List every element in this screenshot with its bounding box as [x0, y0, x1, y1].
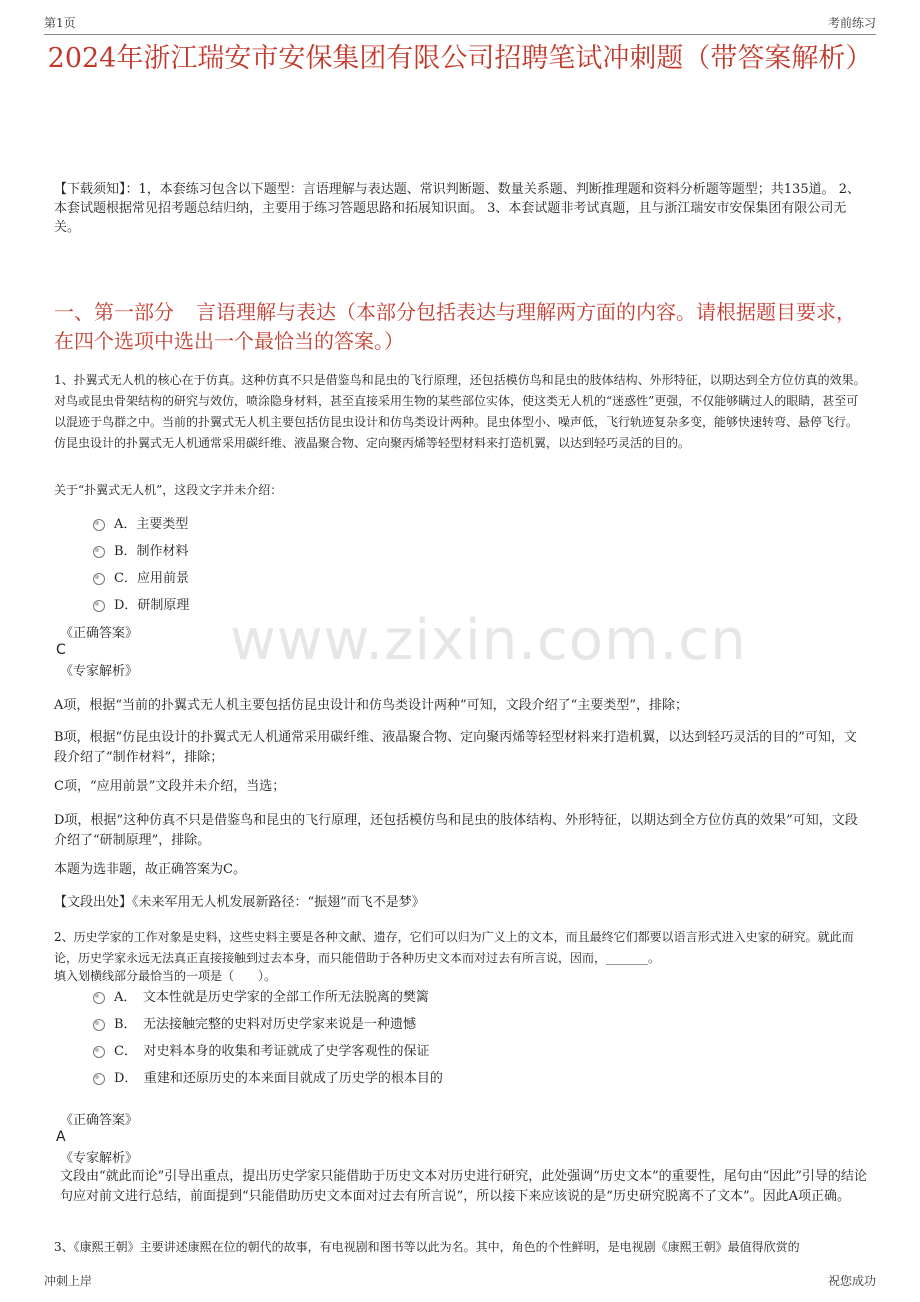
q2-answer-label: 《正确答案》 — [60, 1113, 139, 1128]
section-text: 言语理解与表达（本部分包括表达与理解两方面的内容。请根据题目要求，在四个选项中选出一个最恰当的答案。） — [54, 300, 856, 353]
section-heading — [54, 298, 869, 356]
q1-answer-label: 《正确答案》 — [60, 626, 139, 641]
q2-option-label: C． 对史料本身的收集和考证就成了史学客观性的保证 — [114, 1044, 430, 1059]
radio-icon[interactable] — [93, 546, 105, 558]
q2-option-label: D． 重建和还原历史的本来面目就成了历史学的根本目的 — [114, 1071, 443, 1086]
radio-icon[interactable] — [93, 992, 105, 1004]
header-category: 考前练习 — [827, 16, 876, 30]
q1-analysis-b: B项，根据“仿昆虫设计的扑翼式无人机通常采用碳纤维、液晶聚合物、定向聚丙烯等轻型材料来打造机翼，以达到轻巧灵活的目的”可知，文段介绍了“制作材料”，排除； — [54, 730, 857, 765]
q2-option-label: B． 无法接触完整的史料对历史学家来说是一种遗憾 — [114, 1017, 417, 1032]
q1-question: 关于“扑翼式无人机”，这段文字并未介绍： — [54, 483, 283, 497]
q1-analysis-c: C项，“应用前景”文段并未介绍，当选； — [54, 779, 286, 794]
download-notice: 【下载须知】：1，本套练习包含以下题型：言语理解与表达题、常识判断题、数量关系题、判断推理题和资料分析题等题型；共135道。 2、本套试题根据常见招考题总结归纳，主要用于练习答题思路和拓展知识面。 3、本套试题非考试真题，且与浙江瑞安市安保集团有限公司无关。 — [54, 182, 860, 235]
q1-option-label: D．研制原理 — [114, 598, 190, 613]
section-number: 一、第一部分 — [54, 300, 174, 324]
q1-option-label: A．主要类型 — [114, 517, 189, 532]
q1-analysis-label: 《专家解析》 — [60, 664, 139, 679]
q1-option-label: B．制作材料 — [114, 544, 189, 559]
radio-icon[interactable] — [93, 1019, 105, 1031]
q1-passage: 1、扑翼式无人机的核心在于仿真。这种仿真不只是借鉴鸟和昆虫的飞行原理，还包括模仿鸟和昆虫的肢体结构、外形特征，以期达到全方位仿真的效果。对鸟或昆虫骨架结构的研究与效仿，喷涂隐身材料，甚至直接采用生物的某些部位实体，使这类无人机的“迷惑性”更强，不仅能够瞒过人的眼睛，甚至可以混迹于鸟群之中。当前的扑翼式无人机主要包括仿昆虫设计和仿鸟类设计两种。昆虫体型小、噪声低，飞行轨迹复杂多变，能够快速转弯、悬停飞行。仿昆虫设计的扑翼式无人机通常采用碳纤维、液晶聚合物、定向聚丙烯等轻型材料来打造机翼，以达到轻巧灵活的目的。 — [54, 373, 866, 450]
q2-analysis: 文段由“就此而论”引导出重点，提出历史学家只能借助于历史文本对历史进行研究，此处强调“历史文本”的重要性，尾句由“因此”引导的结论句应对前文进行总结，前面提到“只能借助历史文本面对过去有所言说”，所以接下来应该说的是“历史研究脱离不了文本”。因此A项正确。 — [60, 1169, 867, 1204]
q2-question: 填入划横线部分最恰当的一项是（ ）。 — [54, 969, 277, 983]
watermark-text: www.zixin.com.cn — [230, 608, 747, 673]
page-header — [44, 14, 876, 35]
footer-right: 祝您成功 — [827, 1274, 876, 1288]
q1-analysis-d: D项，根据“这种仿真不只是借鉴鸟和昆虫的飞行原理，还包括模仿鸟和昆虫的肢体结构、外形特征，以期达到全方位仿真的效果”可知，文段介绍了“研制原理”，排除。 — [54, 813, 858, 848]
page-number: 第1页 — [44, 16, 76, 30]
radio-icon[interactable] — [93, 1073, 105, 1085]
q2-answer: A — [56, 1129, 66, 1145]
document-title: 2024年浙江瑞安市安保集团有限公司招聘笔试冲刺题（带答案解析） — [47, 43, 873, 74]
q1-analysis-a: A项，根据“当前的扑翼式无人机主要包括仿昆虫设计和仿鸟类设计两种”可知，文段介绍了“主要类型”，排除； — [54, 698, 688, 713]
radio-icon[interactable] — [93, 1046, 105, 1058]
radio-icon[interactable] — [93, 600, 105, 612]
q1-answer: C — [56, 642, 66, 658]
q2-option-label: A． 文本性就是历史学家的全部工作所无法脱离的樊篱 — [114, 990, 429, 1005]
radio-icon[interactable] — [93, 519, 105, 531]
q1-source: 【文段出处】《未来军用无人机发展新路径：“振翅”而飞不是梦》 — [54, 895, 425, 910]
q1-analysis-conclusion: 本题为选非题，故正确答案为C。 — [54, 862, 246, 877]
q1-option-label: C．应用前景 — [114, 571, 189, 586]
q2-analysis-label: 《专家解析》 — [60, 1151, 139, 1166]
q2-passage: 2、历史学家的工作对象是史料，这些史料主要是各种文献、遗存，它们可以归为广义上的文本，而且最终它们都要以语言形式进入史家的研究。就此而论，历史学家永远无法真正直接接触到过去本身，而只能借助于各种历史文本而对过去有所言说，因而，_______。 — [54, 930, 854, 965]
radio-icon[interactable] — [93, 573, 105, 585]
footer-left: 冲刺上岸 — [44, 1274, 93, 1288]
q3-passage: 3、《康熙王朝》主要讲述康熙在位的朝代的故事，有电视剧和图书等以此为名。其中，角色的个性鲜明，是电视剧《康熙王朝》最值得欣赏的 — [54, 1240, 800, 1254]
